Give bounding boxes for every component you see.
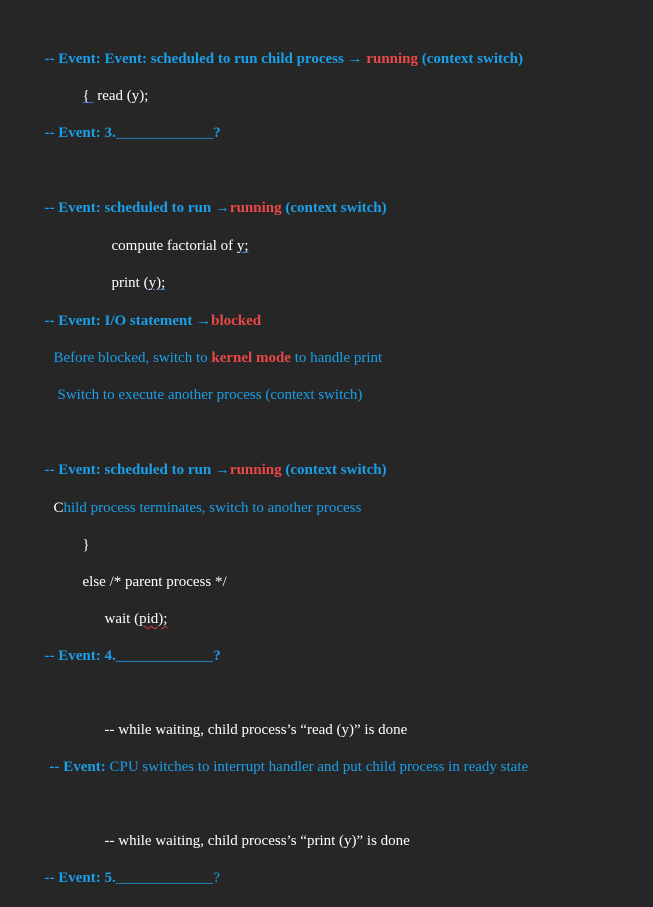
- code-var: y);: [148, 275, 166, 291]
- event-question-5: [37, 848, 220, 888]
- event-line-io: [37, 291, 261, 331]
- code-var: y;: [236, 238, 249, 254]
- kernel-mode-highlight: kernel mode: [211, 350, 291, 366]
- state-running: running: [229, 462, 282, 478]
- event-prefix: -- Event: scheduled to run →: [44, 462, 230, 478]
- event-line-interrupt: [42, 737, 528, 777]
- event-suffix: (context switch): [281, 200, 387, 216]
- code-line-wait: [97, 589, 167, 629]
- event-line-context-switch-child: [37, 29, 523, 69]
- answer-blank: _____________: [115, 648, 214, 664]
- event-prefix: -- Event:: [49, 759, 110, 775]
- state-blocked: blocked: [211, 313, 262, 329]
- event-question-3: [37, 103, 221, 143]
- code-line-else: [75, 552, 227, 592]
- code-line-read: [75, 66, 148, 106]
- code-line-close-brace: [75, 515, 90, 555]
- note-suffix: to handle print: [290, 350, 383, 366]
- code-text: wait (: [104, 611, 140, 627]
- code-text: read (y);: [93, 88, 149, 104]
- question-mark: ?: [213, 648, 221, 664]
- event-prefix: -- Event: 4.: [44, 648, 116, 664]
- note-context-switch: [50, 365, 362, 405]
- code-text: print (: [111, 275, 149, 291]
- event-prefix: -- Event: I/O statement →: [44, 313, 212, 329]
- event-prefix: -- Event: 3.: [44, 125, 116, 141]
- note-read-done: [97, 700, 407, 740]
- event-prefix: -- Event: scheduled to run →: [44, 200, 230, 216]
- note-text: hild process terminates, switch to another process: [63, 500, 362, 516]
- code-line-print: [104, 253, 165, 293]
- event-line-scheduled-2: [37, 440, 387, 480]
- event-line-scheduled-1: [37, 178, 387, 218]
- code-text: }: [82, 537, 90, 553]
- code-brace: {: [82, 88, 94, 104]
- event-prefix: -- Event: 5.: [44, 870, 116, 886]
- note-text: -- while waiting, child process’s “print (y)” is done: [104, 833, 410, 849]
- code-text: compute factorial of: [111, 238, 237, 254]
- code-var: pid);: [139, 611, 168, 627]
- event-text: CPU switches to interrupt handler and put child process in ready state: [109, 759, 529, 775]
- question-mark: ?: [213, 125, 221, 141]
- state-running: running: [229, 200, 282, 216]
- code-line-compute: [104, 216, 249, 256]
- note-print-done: [97, 811, 410, 851]
- note-child-terminates: [46, 478, 361, 518]
- event-suffix: (context switch): [418, 51, 523, 67]
- answer-blank: _____________: [115, 125, 214, 141]
- code-text: else /* parent process */: [82, 574, 227, 590]
- note-prefix: Before blocked, switch to: [53, 350, 212, 366]
- note-text: Switch to execute another process (context switch): [57, 387, 363, 403]
- note-kernel-mode: [46, 328, 382, 368]
- event-question-4: [37, 626, 221, 666]
- question-mark: ?: [213, 870, 220, 886]
- state-running: running: [366, 51, 419, 67]
- note-text: -- while waiting, child process’s “read (y)” is done: [104, 722, 408, 738]
- note-first-letter: C: [53, 500, 64, 516]
- event-prefix: -- Event: Event: scheduled to run child process →: [44, 51, 367, 67]
- event-suffix: (context switch): [281, 462, 387, 478]
- answer-blank: _____________: [115, 870, 214, 886]
